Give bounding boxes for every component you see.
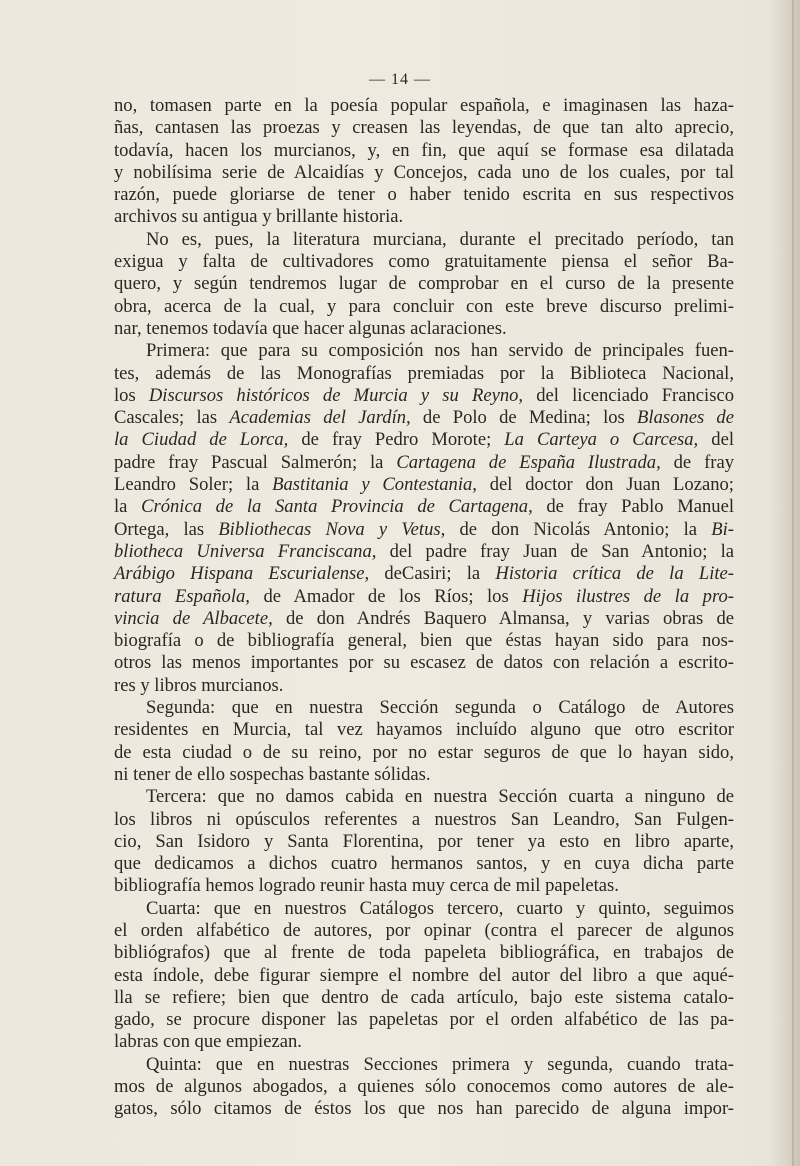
text-span: bibliografía hemos logrado reunir hasta muy cerca de mil papeletas. — [114, 875, 619, 897]
text-span: Cuarta: que en nuestros Catálogos tercero, cuarto y quinto, seguimos — [146, 897, 734, 919]
text-line — [114, 853, 734, 875]
italic-title: Hijos ilustres de la pro- — [522, 585, 734, 607]
text-line — [114, 809, 734, 831]
text-span: el orden alfabético de autores, por opinar (contra el parecer de algunos — [114, 919, 734, 941]
text-span: Leandro Soler; la — [114, 474, 273, 496]
text-span: bibliógrafos) que al frente de toda papeleta bibliográfica, en trabajos de — [114, 942, 734, 964]
text-span: no, tomasen parte en la poesía popular española, e imaginasen las haza- — [114, 95, 734, 116]
text-span: labras con que empiezan. — [114, 1031, 302, 1053]
text-line — [114, 1098, 734, 1120]
text-line — [114, 742, 734, 764]
text-line — [114, 318, 734, 340]
italic-title: Cartagena de España Ilustrada, — [396, 451, 661, 473]
text-line — [114, 251, 734, 273]
text-span: esta índole, debe figurar siempre el nombre del autor del libro a que aqué- — [114, 964, 734, 986]
text-span: de esta ciudad o de su reino, por no estar seguros de que lo hayan sido, — [114, 741, 734, 763]
text-line — [114, 407, 734, 429]
text-span: los libros ni opúsculos referentes a nuestros San Leandro, San Fulgen- — [114, 808, 734, 830]
text-span: archivos su antigua y brillante historia. — [114, 206, 404, 228]
italic-title: vincia de Albacete, — [114, 607, 273, 629]
text-line — [114, 296, 734, 318]
text-span: obra, acerca de la cual, y para concluir con este breve discurso prelimi- — [114, 295, 734, 317]
text-span: y nobilísima serie de Alcaidías y Concejos, cada uno de los cuales, por tal — [114, 161, 734, 183]
text-line — [114, 1076, 734, 1098]
text-span: otros las menos importantes por su escasez de datos con relación a escrito- — [114, 652, 734, 674]
text-span: Primera: que para su composición nos han servido de principales fuen- — [146, 340, 734, 362]
text-span: gado, se procure disponer las papeletas por el orden alfabético de las pa- — [114, 1009, 734, 1031]
text-line — [114, 452, 734, 474]
text-line — [114, 898, 734, 920]
text-line — [114, 652, 734, 674]
italic-title: Arábigo Hispana Escurialense, — [114, 563, 370, 585]
text-span: mos de algunos abogados, a quienes sólo conocemos como autores de ale- — [114, 1076, 734, 1098]
page-edge — [792, 0, 794, 1166]
italic-title: Bastitania y Contestania, — [272, 474, 477, 496]
text-line — [114, 831, 734, 853]
text-span: tes, además de las Monografías premiadas por la Biblioteca Nacional, — [114, 362, 734, 384]
text-span: Quinta: que en nuestras Secciones primera y segunda, cuando trata- — [146, 1053, 734, 1075]
text-span: de Polo de Medina; los — [410, 407, 638, 429]
text-line — [114, 675, 734, 697]
text-span: ni tener de ello sospechas bastante sólidas. — [114, 763, 431, 785]
text-span: lla se refiere; bien que dentro de cada artículo, bajo este sistema catalo- — [114, 986, 734, 1008]
text-span: de Amador de los Ríos; los — [249, 585, 523, 607]
italic-title: Bi- — [711, 518, 734, 540]
text-line — [114, 586, 734, 608]
text-span: Segunda: que en nuestra Sección segunda o Catálogo de Autores — [146, 697, 734, 719]
text-line — [114, 140, 734, 162]
text-line — [114, 162, 734, 184]
text-span: de don Andrés Baquero Almansa, y varias obras de — [272, 607, 734, 629]
text-line — [114, 385, 734, 407]
text-span: de fray Pablo Manuel — [532, 496, 734, 518]
text-line — [114, 496, 734, 518]
text-span: del — [698, 429, 734, 451]
italic-title: Crónica de la Santa Provincia de Cartagena, — [141, 496, 533, 518]
text-line — [114, 608, 734, 630]
italic-title: la Ciudad de Lorca, — [114, 429, 289, 451]
text-line — [114, 942, 734, 964]
text-line — [114, 965, 734, 987]
text-span: nar, tenemos todavía que hacer algunas aclaraciones. — [114, 317, 507, 339]
text-span: Tercera: que no damos cabida en nuestra Sección cuarta a ninguno de — [146, 786, 734, 808]
page-number: — 14 — — [369, 71, 431, 88]
text-span: de don Nicolás Antonio; la — [445, 518, 712, 540]
text-line — [114, 117, 734, 139]
text-span: todavía, hacen los murcianos, y, en fin, que aquí se formase esa dilatada — [114, 139, 734, 161]
text-span: que dedicamos a dichos cuatro hermanos santos, y en cuya dicha parte — [114, 853, 734, 875]
text-line — [114, 519, 734, 541]
text-span: cio, San Isidoro y Santa Florentina, por tener ya esto en libro aparte, — [114, 830, 734, 852]
text-span: residentes en Murcia, tal vez hayamos incluído alguno que otro escritor — [114, 719, 734, 741]
text-line — [114, 630, 734, 652]
italic-title: La Carteya o Carcesa, — [504, 429, 699, 451]
text-line — [114, 764, 734, 786]
text-span: del padre fray Juan de San Antonio; la — [376, 540, 734, 562]
text-line — [114, 184, 734, 206]
text-line — [114, 1009, 734, 1031]
text-span: padre fray Pascual Salmerón; la — [114, 451, 397, 473]
text-line — [114, 1054, 734, 1076]
italic-title: Discursos históricos de Murcia y su Reyno, — [148, 384, 524, 406]
text-line — [114, 363, 734, 385]
text-line — [114, 875, 734, 897]
text-line — [114, 273, 734, 295]
italic-title: ratura Española, — [114, 585, 250, 607]
body-text — [114, 95, 734, 1121]
text-line — [114, 987, 734, 1009]
text-line — [114, 719, 734, 741]
text-span: quero, y según tendremos lugar de comprobar en el curso de la presente — [114, 273, 734, 295]
text-line — [114, 920, 734, 942]
italic-title: Bibliothecas Nova y Vetus, — [218, 518, 446, 540]
text-span: No es, pues, la literatura murciana, durante el precitado período, tan — [146, 228, 734, 250]
text-line — [114, 786, 734, 808]
text-line — [114, 95, 734, 117]
text-span: ñas, cantasen las proezas y creasen las leyendas, de que tan alto aprecio, — [114, 117, 734, 139]
text-span: Ortega, las — [114, 518, 219, 540]
italic-title: Blasones de — [637, 407, 734, 429]
italic-title: Academias del Jardín, — [229, 407, 411, 429]
text-line — [114, 206, 734, 228]
text-line — [114, 474, 734, 496]
text-line — [114, 541, 734, 563]
text-span: la — [114, 496, 142, 518]
text-span: razón, puede gloriarse de tener o haber tenido escrita en sus respectivos — [114, 184, 734, 206]
text-line — [114, 340, 734, 362]
text-span: gatos, sólo citamos de éstos los que nos han parecido de alguna impor- — [114, 1098, 734, 1120]
text-line — [114, 1031, 734, 1053]
text-line — [114, 429, 734, 451]
text-span: del doctor don Juan Lozano; — [476, 474, 734, 496]
text-span: del licenciado Francisco — [523, 384, 734, 406]
text-span: res y libros murcianos. — [114, 674, 284, 696]
text-span: Cascales; las — [114, 407, 230, 429]
text-span: de fray Pedro Morote; — [288, 429, 505, 451]
text-span: deCasiri; la — [369, 563, 496, 585]
italic-title: bliotheca Universa Franciscana, — [114, 540, 377, 562]
italic-title: Historia crítica de la Lite- — [495, 563, 734, 585]
text-line — [114, 697, 734, 719]
text-line — [114, 563, 734, 585]
text-span: los — [114, 384, 149, 406]
text-line — [114, 229, 734, 251]
text-span: exigua y falta de cultivadores como gratuitamente piensa el señor Ba- — [114, 251, 734, 273]
text-span: biografía o de bibliografía general, bien que éstas hayan sido para nos- — [114, 630, 734, 652]
text-span: de fray — [660, 451, 735, 473]
